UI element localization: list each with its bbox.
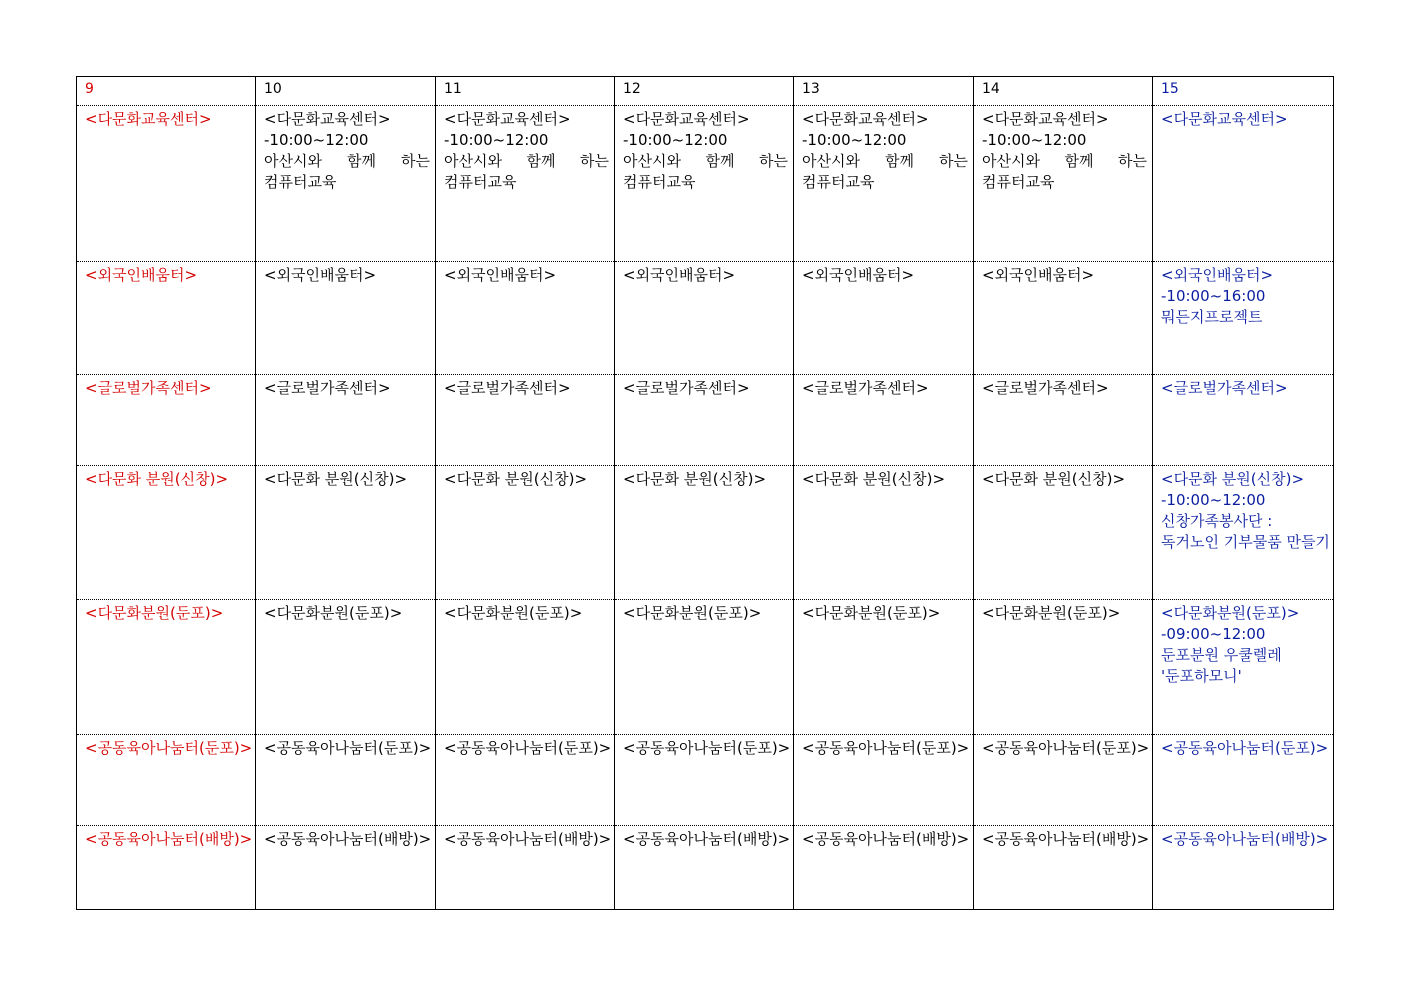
program-title: <다문화분원(둔포)> <box>982 604 1121 622</box>
program-title: <외국인배움터> <box>444 266 557 284</box>
schedule-cell-tuesday <box>436 466 615 600</box>
program-title: <다문화교육센터> <box>444 110 571 128</box>
program-detail: 아산시와 함께 하는 <box>264 152 430 170</box>
program-title: <글로벌가족센터> <box>982 379 1109 397</box>
schedule-cell-tuesday <box>436 600 615 735</box>
program-detail: 컴퓨터교육 <box>264 173 337 191</box>
schedule-cell-saturday <box>1153 826 1334 910</box>
program-detail: 아산시와 함께 하는 <box>802 152 968 170</box>
program-detail: -09:00~12:00 <box>1161 625 1266 643</box>
program-title: <다문화분원(둔포)> <box>802 604 941 622</box>
program-title: <글로벌가족센터> <box>85 379 212 397</box>
date-cell-wednesday: 12 <box>615 77 794 106</box>
schedule-cell-sunday <box>77 375 256 466</box>
program-title: <공동육아나눔터(둔포)> <box>444 739 612 757</box>
schedule-cell-friday <box>974 735 1153 826</box>
row-foreigner-learning-place <box>77 262 1334 375</box>
schedule-cell-friday <box>974 262 1153 375</box>
schedule-cell-wednesday <box>615 826 794 910</box>
schedule-cell-saturday <box>1153 262 1334 375</box>
program-title: <다문화 분원(신창)> <box>802 470 946 488</box>
program-detail: 신창가족봉사단 : <box>1161 512 1273 530</box>
program-title: <다문화교육센터> <box>982 110 1109 128</box>
schedule-cell-monday <box>256 600 436 735</box>
program-detail: 독거노인 기부물품 만들기 <box>1161 533 1330 551</box>
program-title: <공동육아나눔터(배방)> <box>1161 830 1329 848</box>
program-title: <외국인배움터> <box>1161 266 1274 284</box>
program-title: <공동육아나눔터(둔포)> <box>623 739 791 757</box>
program-title: <공동육아나눔터(둔포)> <box>264 739 432 757</box>
program-title: <글로벌가족센터> <box>444 379 571 397</box>
schedule-cell-sunday <box>77 106 256 262</box>
program-title: <다문화교육센터> <box>1161 110 1288 128</box>
schedule-cell-sunday <box>77 735 256 826</box>
program-title: <외국인배움터> <box>264 266 377 284</box>
program-title: <다문화교육센터> <box>264 110 391 128</box>
program-detail: -10:00~12:00 <box>982 131 1087 149</box>
program-title: <공동육아나눔터(둔포)> <box>85 739 253 757</box>
schedule-cell-saturday <box>1153 466 1334 600</box>
schedule-cell-thursday <box>794 600 974 735</box>
schedule-cell-thursday <box>794 262 974 375</box>
program-title: <다문화분원(둔포)> <box>623 604 762 622</box>
program-detail: 컴퓨터교육 <box>802 173 875 191</box>
schedule-cell-friday <box>974 826 1153 910</box>
schedule-cell-saturday <box>1153 106 1334 262</box>
schedule-cell-wednesday <box>615 262 794 375</box>
schedule-cell-friday <box>974 466 1153 600</box>
date-header-row <box>77 77 1334 106</box>
schedule-cell-thursday <box>794 735 974 826</box>
schedule-cell-wednesday <box>615 600 794 735</box>
weekly-schedule-table <box>76 76 1334 910</box>
program-title: <다문화분원(둔포)> <box>1161 604 1300 622</box>
program-title: <다문화분원(둔포)> <box>85 604 224 622</box>
program-title: <다문화교육센터> <box>623 110 750 128</box>
program-detail: 아산시와 함께 하는 <box>982 152 1147 170</box>
row-multicultural-branch-dunpo <box>77 600 1334 735</box>
program-title: <다문화 분원(신창)> <box>1161 470 1305 488</box>
row-global-family-center <box>77 375 1334 466</box>
program-detail: -10:00~12:00 <box>1161 491 1266 509</box>
schedule-cell-monday <box>256 466 436 600</box>
schedule-cell-monday <box>256 735 436 826</box>
program-detail: -10:00~16:00 <box>1161 287 1266 305</box>
row-childcare-sharing-dunpo <box>77 735 1334 826</box>
schedule-cell-sunday <box>77 262 256 375</box>
schedule-cell-thursday <box>794 826 974 910</box>
date-cell-sunday: 9 <box>77 77 256 106</box>
program-title: <공동육아나눔터(배방)> <box>982 830 1150 848</box>
program-title: <다문화 분원(신창)> <box>85 470 229 488</box>
program-title: <공동육아나눔터(둔포)> <box>802 739 970 757</box>
program-detail: 컴퓨터교육 <box>623 173 696 191</box>
schedule-cell-friday <box>974 375 1153 466</box>
program-detail: 컴퓨터교육 <box>444 173 517 191</box>
program-detail: 둔포분원 우쿨렐레 <box>1161 646 1282 664</box>
schedule-cell-monday <box>256 375 436 466</box>
schedule-cell-saturday <box>1153 375 1334 466</box>
program-detail: 아산시와 함께 하는 <box>623 152 788 170</box>
schedule-cell-wednesday <box>615 106 794 262</box>
program-detail: 뭐든지프로젝트 <box>1161 308 1263 326</box>
program-title: <외국인배움터> <box>982 266 1095 284</box>
program-title: <외국인배움터> <box>802 266 915 284</box>
program-title: <다문화교육센터> <box>85 110 212 128</box>
schedule-cell-tuesday <box>436 826 615 910</box>
program-title: <공동육아나눔터(둔포)> <box>982 739 1150 757</box>
program-title: <다문화분원(둔포)> <box>444 604 583 622</box>
program-title: <글로벌가족센터> <box>802 379 929 397</box>
schedule-cell-monday <box>256 262 436 375</box>
schedule-cell-wednesday <box>615 466 794 600</box>
program-detail: 컴퓨터교육 <box>982 173 1055 191</box>
program-title: <외국인배움터> <box>623 266 736 284</box>
date-cell-tuesday: 11 <box>436 77 615 106</box>
program-title: <글로벌가족센터> <box>264 379 391 397</box>
program-title: <공동육아나눔터(배방)> <box>264 830 432 848</box>
program-detail: '둔포하모니' <box>1161 667 1242 685</box>
program-title: <외국인배움터> <box>85 266 198 284</box>
program-title: <다문화 분원(신창)> <box>264 470 408 488</box>
row-childcare-sharing-baebang <box>77 826 1334 910</box>
program-detail: -10:00~12:00 <box>623 131 728 149</box>
schedule-cell-thursday <box>794 375 974 466</box>
program-title: <다문화 분원(신창)> <box>444 470 588 488</box>
schedule-cell-wednesday <box>615 375 794 466</box>
program-detail: -10:00~12:00 <box>802 131 907 149</box>
program-title: <공동육아나눔터(배방)> <box>802 830 970 848</box>
program-title: <다문화분원(둔포)> <box>264 604 403 622</box>
schedule-cell-monday <box>256 826 436 910</box>
calendar-body <box>77 77 1334 910</box>
program-title: <공동육아나눔터(배방)> <box>623 830 791 848</box>
program-detail: -10:00~12:00 <box>444 131 549 149</box>
program-title: <글로벌가족센터> <box>623 379 750 397</box>
date-cell-monday: 10 <box>256 77 436 106</box>
program-detail: 아산시와 함께 하는 <box>444 152 609 170</box>
date-cell-thursday: 13 <box>794 77 974 106</box>
program-detail: -10:00~12:00 <box>264 131 369 149</box>
date-cell-saturday: 15 <box>1153 77 1334 106</box>
program-title: <다문화교육센터> <box>802 110 929 128</box>
program-title: <다문화 분원(신창)> <box>982 470 1126 488</box>
schedule-cell-tuesday <box>436 262 615 375</box>
schedule-cell-friday <box>974 106 1153 262</box>
schedule-cell-monday <box>256 106 436 262</box>
schedule-cell-thursday <box>794 466 974 600</box>
schedule-cell-tuesday <box>436 375 615 466</box>
program-title: <글로벌가족센터> <box>1161 379 1288 397</box>
program-title: <공동육아나눔터(배방)> <box>85 830 253 848</box>
schedule-cell-thursday <box>794 106 974 262</box>
program-title: <공동육아나눔터(둔포)> <box>1161 739 1329 757</box>
schedule-cell-saturday <box>1153 735 1334 826</box>
schedule-cell-sunday <box>77 600 256 735</box>
schedule-cell-sunday <box>77 826 256 910</box>
schedule-cell-wednesday <box>615 735 794 826</box>
row-multicultural-branch-sinchang <box>77 466 1334 600</box>
program-title: <다문화 분원(신창)> <box>623 470 767 488</box>
date-cell-friday: 14 <box>974 77 1153 106</box>
schedule-cell-saturday <box>1153 600 1334 735</box>
schedule-cell-friday <box>974 600 1153 735</box>
program-title: <공동육아나눔터(배방)> <box>444 830 612 848</box>
row-multicultural-education-center <box>77 106 1334 262</box>
schedule-cell-sunday <box>77 466 256 600</box>
schedule-cell-tuesday <box>436 735 615 826</box>
schedule-cell-tuesday <box>436 106 615 262</box>
